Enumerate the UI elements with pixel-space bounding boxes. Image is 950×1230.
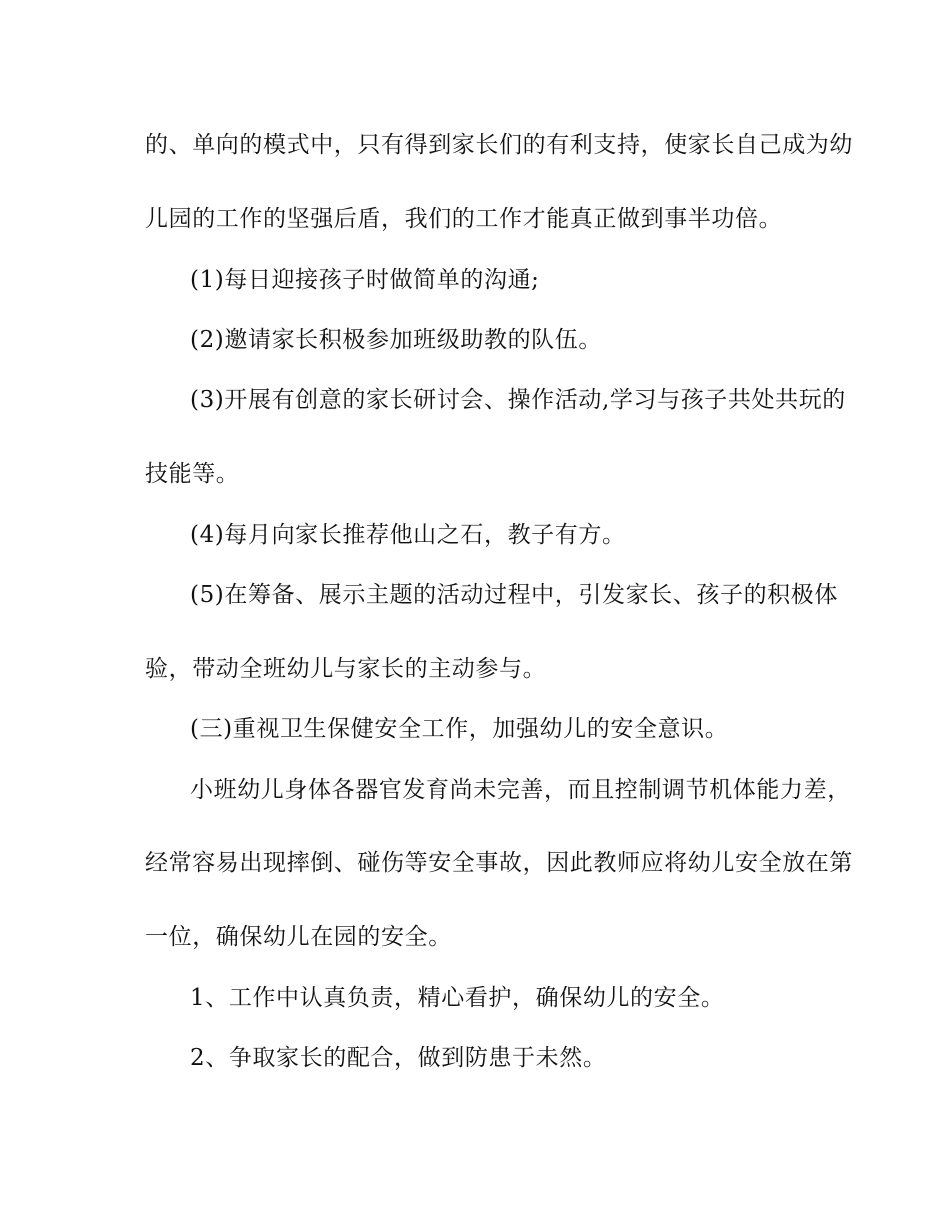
list-item: (4)每月向家长推荐他山之石，教子有方。 [190,522,626,548]
text-line: 技能等。 [145,461,240,487]
text-line: 一位，确保幼儿在园的安全。 [145,924,452,950]
list-item: 1、工作中认真负责，精心看护，确保幼儿的安全。 [190,985,725,1011]
paragraph-line: 小班幼儿身体各器官发育尚未完善，而且控制调节机体能力差， [190,777,851,803]
text-line: 的、单向的模式中，只有得到家长们的有利支持，使家长自己成为幼 [145,132,853,158]
text-line: 儿园的工作的坚强后盾，我们的工作才能真正做到事半功倍。 [145,206,783,232]
list-item: (3)开展有创意的家长研讨会、操作活动,学习与孩子共处共玩的 [190,387,846,413]
list-item: (5)在筹备、展示主题的活动过程中，引发家长、孩子的积极体 [190,582,838,608]
text-line: 经常容易出现摔倒、碰伤等安全事故，因此教师应将幼儿安全放在第 [145,850,853,876]
list-item: 2、争取家长的配合，做到防患于未然。 [190,1045,607,1071]
section-heading: (三)重视卫生保健安全工作，加强幼儿的安全意识。 [190,716,729,742]
list-item: (2)邀请家长积极参加班级助教的队伍。 [190,327,602,353]
list-item: (1)每日迎接孩子时做简单的沟通; [190,267,540,293]
text-line: 验，带动全班幼儿与家长的主动参与。 [145,656,547,682]
